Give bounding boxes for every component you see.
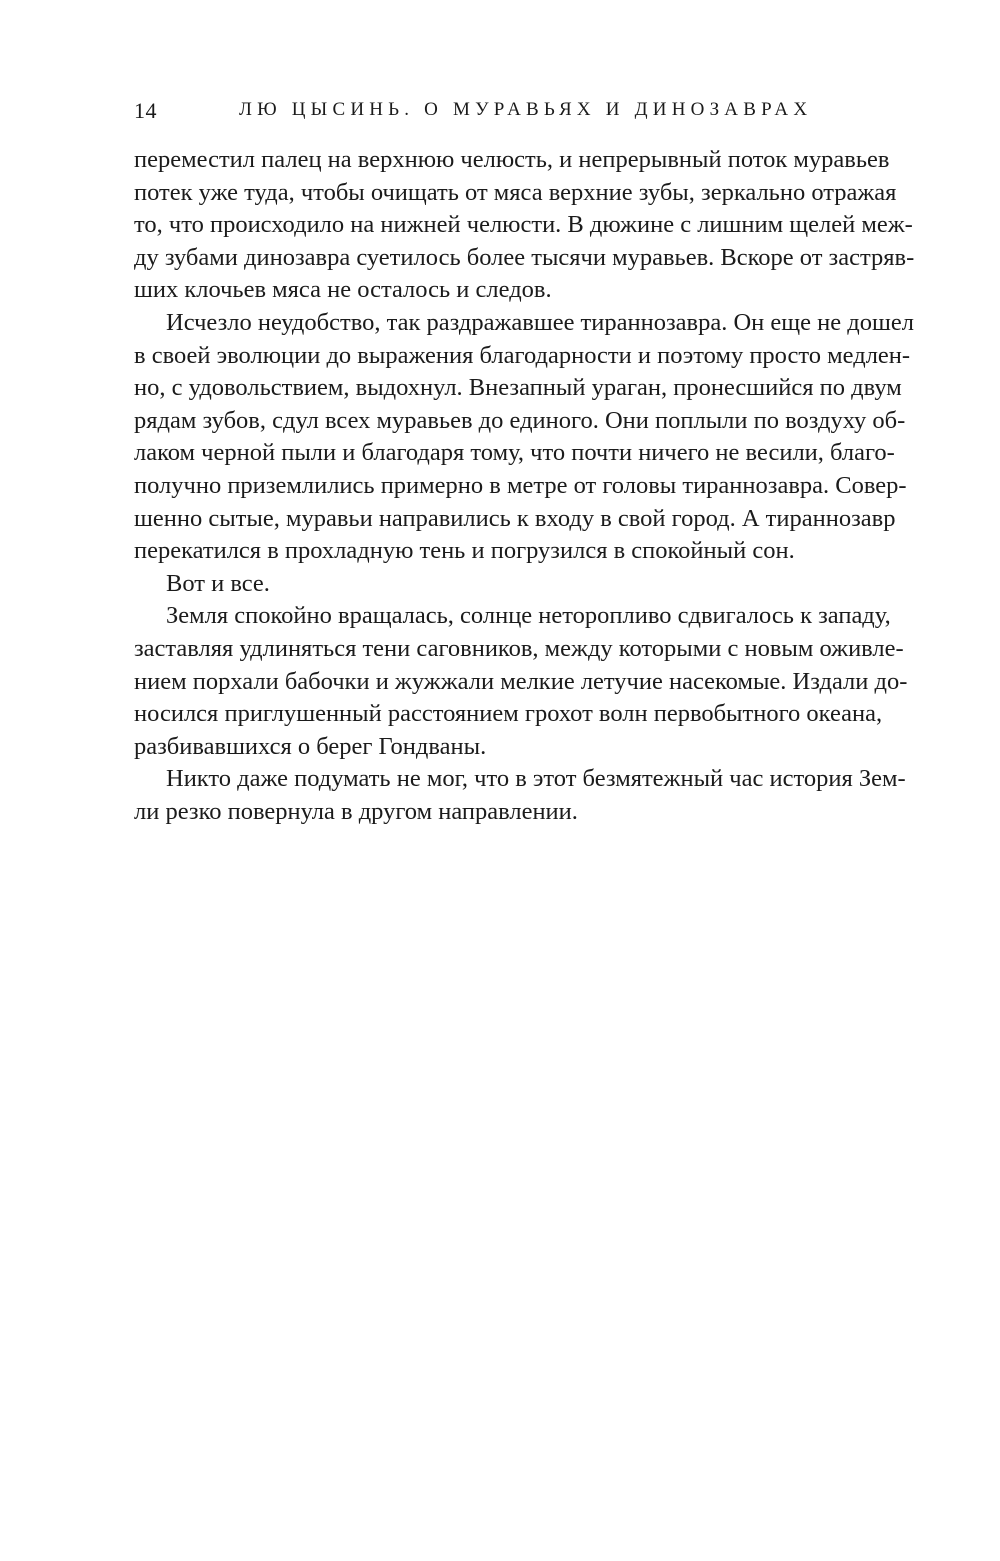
text-line: то, что происходило на нижней челюсти. В дюжине с лишним щелей меж- [134,211,913,239]
text-line: разбивавшихся о берег Гондваны. [134,732,487,760]
text-line: Никто даже подумать не мог, что в этот безмятежный час история Зем- [166,765,906,793]
text-line: заставляя удлиняться тени саговников, между которыми с новым оживле- [134,634,904,662]
text-line: перекатился в прохладную тень и погрузился в спокойный сон. [134,537,795,565]
page-number: 14 [134,98,157,123]
text-line: но, с удовольствием, выдохнул. Внезапный ураган, пронесшийся по двум [134,374,902,402]
text-line: лаком черной пыли и благодаря тому, что почти ничего не весили, благо- [134,439,895,467]
running-header [134,98,869,128]
text-line: Земля спокойно вращалась, солнце неторопливо сдвигалось к западу, [166,602,891,630]
text-line: Вот и все. [166,569,270,597]
body-text [134,144,915,828]
text-line: ли резко повернула в другом направлении. [134,797,578,825]
text-line: потек уже туда, чтобы очищать от мяса верхние зубы, зеркально отражая [134,178,897,206]
text-line: ших клочьев мяса не осталось и следов. [134,276,552,304]
text-line: переместил палец на верхнюю челюсть, и непрерывный поток муравьев [134,146,890,173]
paragraph [134,600,908,763]
paragraph [134,568,869,601]
text-line: нием порхали бабочки и жужжали мелкие летучие насекомые. Издали до- [134,667,908,695]
text-line: Исчезло неудобство, так раздражавшее тираннозавра. Он еще не дошел [166,308,914,336]
text-line: шенно сытые, муравьи направились к входу в свой город. А тираннозавр [134,504,896,532]
text-line: носился приглушенный расстоянием грохот волн первобытного океана, [134,700,883,728]
paragraph [134,144,915,307]
text-line: ду зубами динозавра суетилось более тысячи муравьев. Вскоре от застряв- [134,243,915,271]
paragraph [134,763,906,828]
paragraph [134,307,914,568]
text-line: в своей эволюции до выражения благодарности и поэтому просто медлен- [134,341,911,369]
text-line: получно приземлились примерно в метре от головы тираннозавра. Совер- [134,471,907,499]
running-header-title: ЛЮ ЦЫСИНЬ. О МУРАВЬЯХ И ДИНОЗАВРАХ [239,99,813,120]
text-line: рядам зубов, сдул всех муравьев до единого. Они поплыли по воздуху об- [134,406,906,434]
